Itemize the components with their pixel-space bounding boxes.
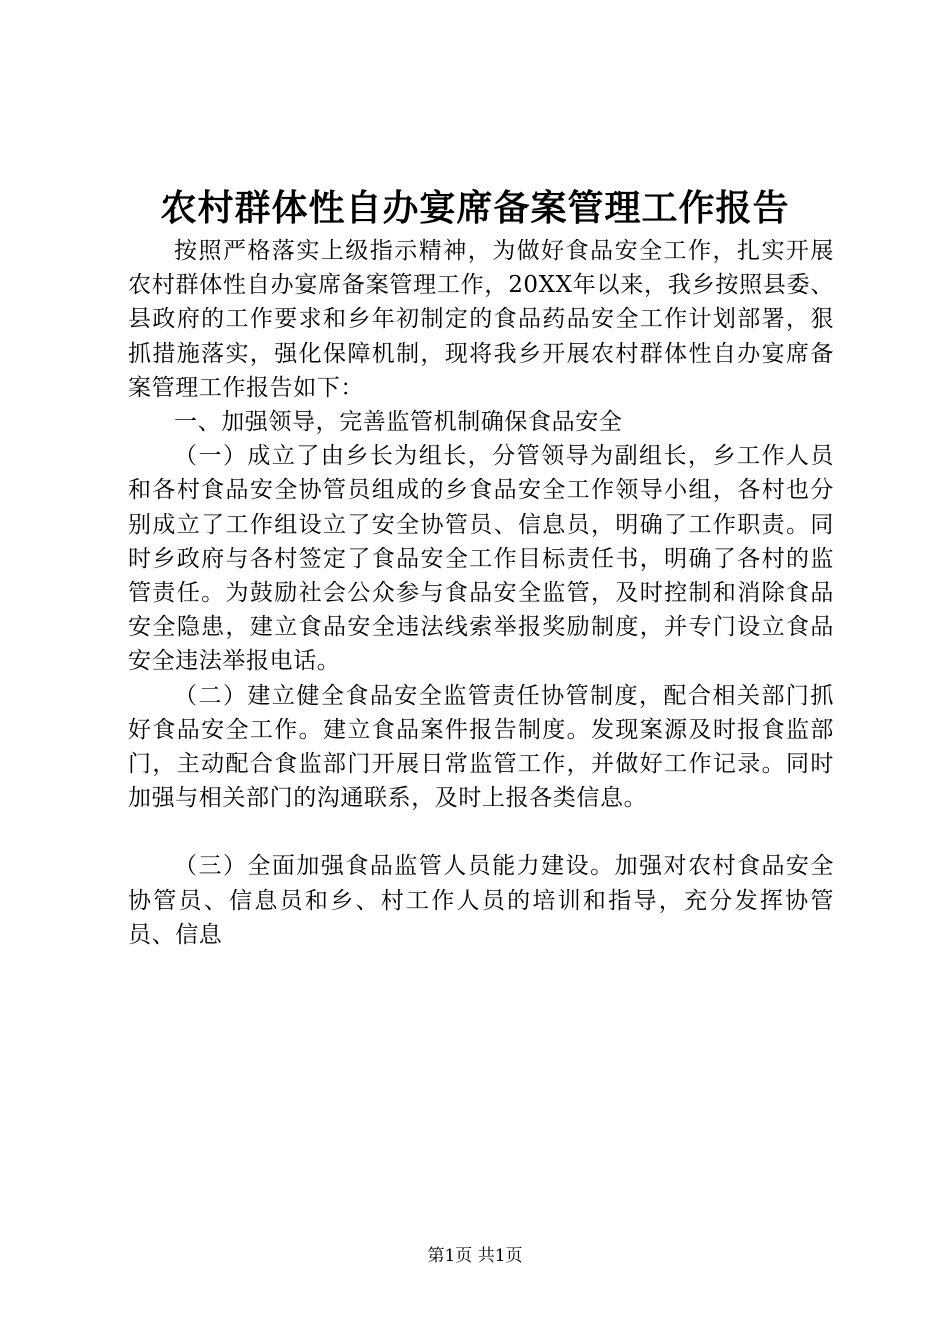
paragraph-item-3: （三）全面加强食品监管人员能力建设。加强对农村食品安全协管员、信息员和乡、村工作人员的培训和指导，充分发挥协管员、信息 [128,853,834,948]
page-footer: 第1页 共1页 [427,1246,523,1266]
intro-paragraph: 按照严格落实上级指示精神，为做好食品安全工作，扎实开展农村群体性自办宴席备案管理工作，20XX年以来，我乡按照县委、县政府的工作要求和乡年初制定的食品药品安全工作计划部署，狠抓措施落实，强化保障机制，现将我乡开展农村群体性自办宴席备案管理工作报告如下： [128,238,834,401]
paragraph-item-2: （二）建立健全食品安全监管责任协管制度，配合相关部门抓好食品安全工作。建立食品案件报告制度。发现案源及时报食监部门，主动配合食监部门开展日常监管工作，并做好工作记录。同时加强与相关部门的沟通联系，及时上报各类信息。 [128,682,834,812]
section-heading-1: 一、加强领导，完善监管机制确保食品安全 [174,409,623,436]
document-body [128,234,834,952]
paragraph-item-1: （一）成立了由乡长为组长，分管领导为副组长，乡工作人员和各村食品安全协管员组成的乡食品安全工作领导小组，各村也分别成立了工作组设立了安全协管员、信息员，明确了工作职责。同时乡政府与各村签定了食品安全工作目标责任书，明确了各村的监管责任。为鼓励社会公众参与食品安全监管，及时控制和消除食品安全隐患，建立食品安全违法线索举报奖励制度，并专门设立食品安全违法举报电话。 [128,443,834,675]
document-title: 农村群体性自办宴席备案管理工作报告 [160,187,790,229]
